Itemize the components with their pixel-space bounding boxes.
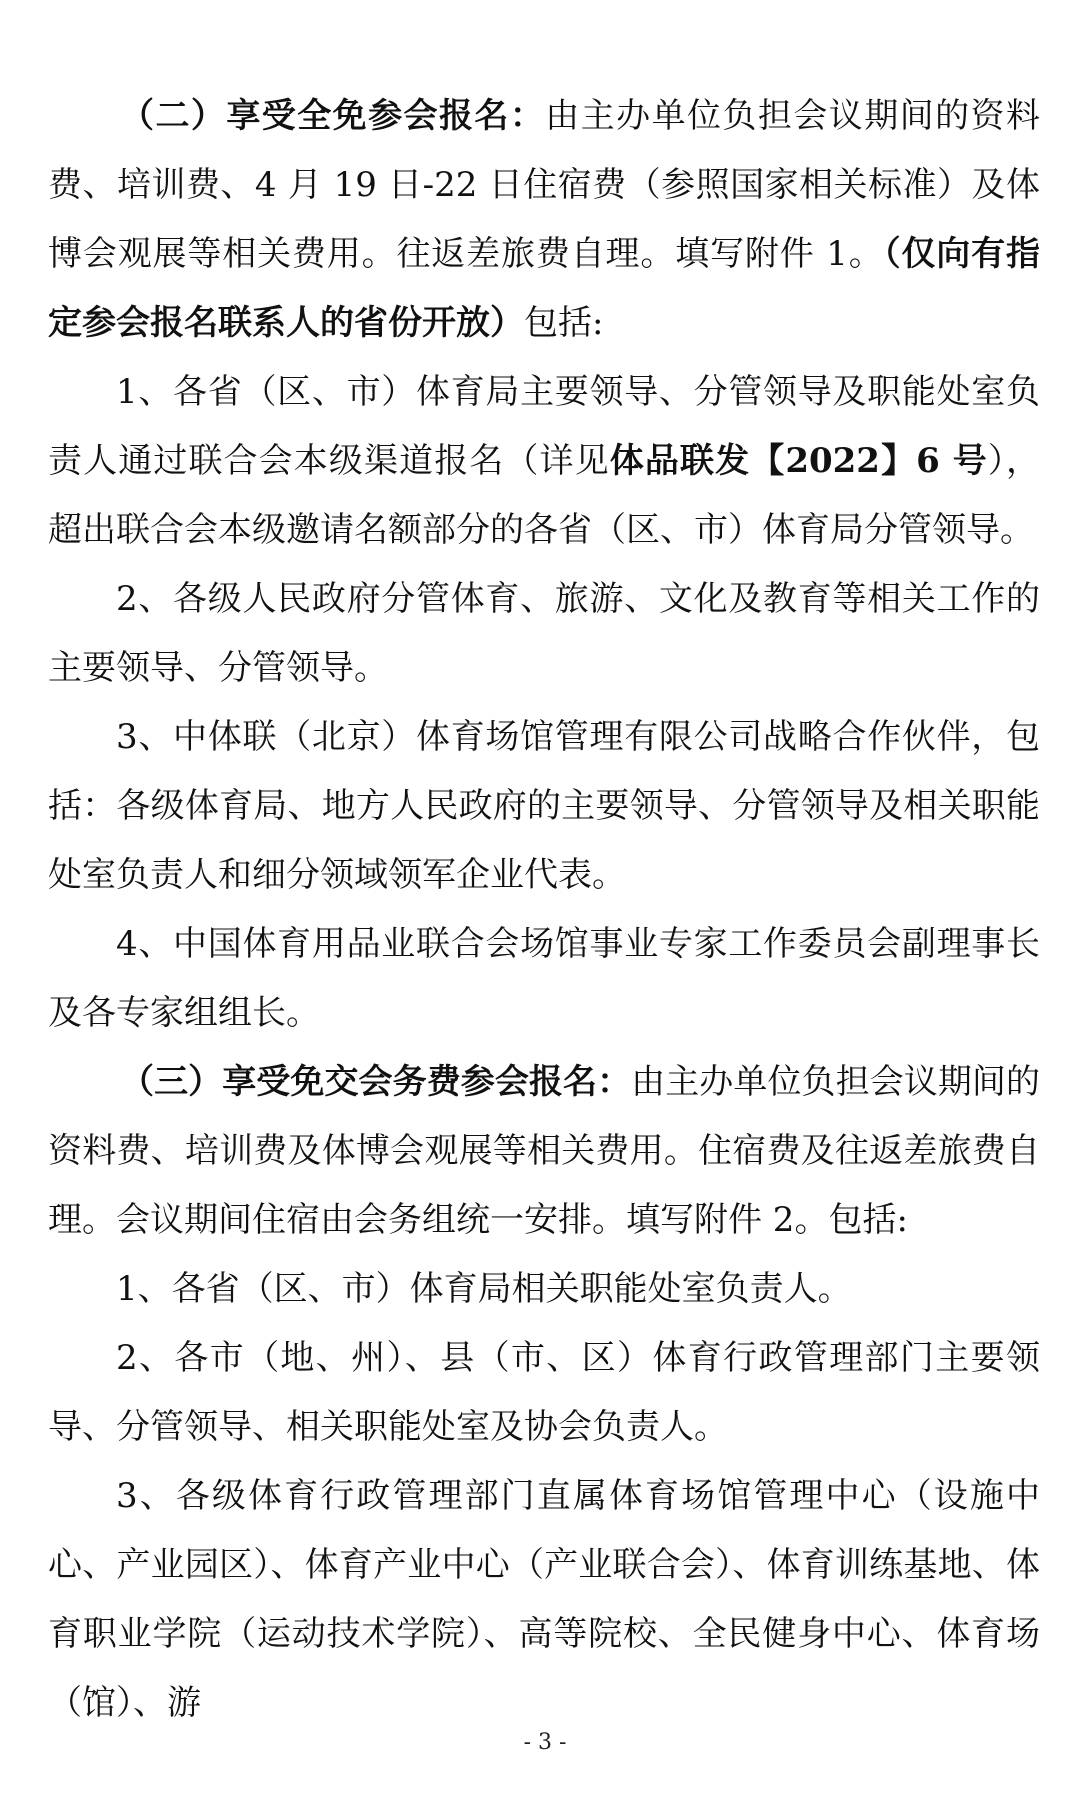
list-item [48, 910, 1040, 1048]
paragraph-text: 1、各省（区、市）体育局相关职能处室负责人。 [116, 1269, 852, 1309]
paragraph-text: 由主办单位负担会议期间的资料费、培训费及体博会观展等相关费用。住宿费及往返差旅费自理。会议期间住宿由会务组统一安排。填写附件 2。包括: [48, 1062, 1041, 1240]
section-heading-full-exemption: （二）享受全免参会报名： [120, 96, 546, 136]
paragraph-text: 包括: [524, 303, 604, 343]
paragraph-text: 4、中国体育用品业联合会场馆事业专家工作委员会副理事长及各专家组组长。 [48, 924, 1040, 1033]
list-item [48, 358, 1040, 565]
page-number: - 3 - [523, 1730, 567, 1755]
paragraph-text: 由主办单位负担会议期间的资料费、培训费、4 月 19 日-22 日住宿费（参照国家相关标准）及体博会观展等相关费用。往返差旅费自理。填写附件 1。 [48, 96, 1041, 274]
list-item [48, 1462, 1040, 1738]
list-item [48, 565, 1040, 703]
paragraph-text: 3、中体联（北京）体育场馆管理有限公司战略合作伙伴，包括：各级体育局、地方人民政府的主要领导、分管领导及相关职能处室负责人和细分领域领军企业代表。 [48, 717, 1040, 895]
paragraph-text: ），超出联合会本级邀请名额部分的各省（区、市）体育局分管领导。 [48, 441, 1041, 550]
list-item [48, 1324, 1040, 1462]
paragraph-text: 2、各市（地、州）、县（市、区）体育行政管理部门主要领导、分管领导、相关职能处室及协会负责人。 [48, 1338, 1040, 1447]
list-item [48, 703, 1040, 910]
paragraph-text: 3、各级体育行政管理部门直属体育场馆管理中心（设施中心、产业园区）、体育产业中心（产业联合会）、体育训练基地、体育职业学院（运动技术学院）、高等院校、全民健身中心、体育场（馆）、游 [48, 1476, 1040, 1723]
paragraph-full-exemption [48, 82, 1040, 358]
document-reference: 体品联发【2022】6 号 [609, 441, 988, 481]
paragraph-text: 2、各级人民政府分管体育、旅游、文化及教育等相关工作的主要领导、分管领导。 [48, 579, 1040, 688]
section-heading-fee-exemption: （三）享受免交会务费参会报名： [120, 1062, 632, 1102]
paragraph-text: 1、各省（区、市）体育局主要领导、分管领导及职能处室负责人通过联合会本级渠道报名（详见 [48, 372, 1040, 481]
paragraph-fee-exemption [48, 1048, 1040, 1255]
list-item [48, 1255, 1040, 1324]
bold-note: （仅向有指定参会报名联系人的省份开放） [48, 234, 1040, 343]
